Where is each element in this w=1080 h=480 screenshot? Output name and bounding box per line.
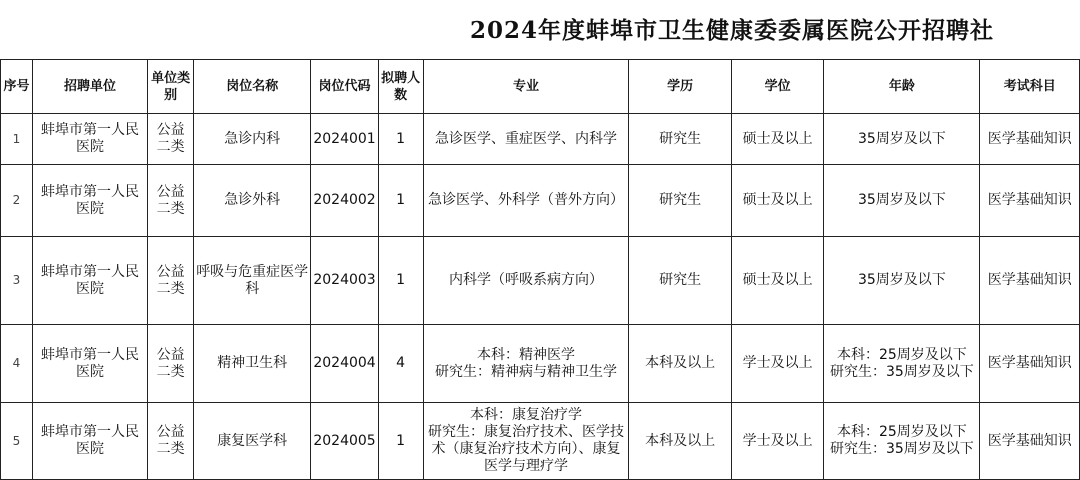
major-line: 本科：精神医学 (476, 346, 575, 363)
cell-unit: 蚌埠市第一人民医院 (32, 237, 147, 325)
cell-unit: 蚌埠市第一人民医院 (32, 114, 147, 165)
cell-count: 1 (378, 114, 423, 165)
cell-exam: 医学基础知识 (980, 325, 1080, 403)
page-title: 2024年度蚌埠市卫生健康委委属医院公开招聘社 (470, 17, 995, 44)
cell-code: 2024004 (311, 325, 378, 403)
table-row (1, 237, 1080, 325)
age-line: 本科：25周岁及以下 (836, 424, 967, 440)
cell-unit: 蚌埠市第一人民医院 (32, 325, 147, 403)
cell-major (423, 165, 629, 237)
cell-age (824, 237, 980, 325)
header-degree: 学位 (731, 60, 823, 114)
header-exam: 考试科目 (980, 60, 1080, 114)
recruitment-table (0, 59, 1080, 480)
cell-position: 精神卫生科 (194, 325, 311, 403)
cell-education: 研究生 (629, 165, 731, 237)
cell-code: 2024003 (311, 237, 378, 325)
table-row (1, 114, 1080, 165)
cell-exam: 医学基础知识 (980, 114, 1080, 165)
header-major: 专业 (423, 60, 629, 114)
cell-education: 研究生 (629, 237, 731, 325)
age-line: 35周岁及以下 (857, 130, 946, 147)
cell-unit: 蚌埠市第一人民医院 (32, 403, 147, 480)
cell-education: 本科及以上 (629, 403, 731, 480)
cell-degree: 学士及以上 (731, 403, 823, 480)
cell-category: 公益二类 (148, 114, 194, 165)
table-row (1, 403, 1080, 480)
major-line: 本科：康复治疗学 (469, 407, 582, 423)
header-position: 岗位名称 (194, 60, 311, 114)
cell-age (824, 114, 980, 165)
cell-seq: 1 (1, 114, 33, 165)
header-unit: 招聘单位 (32, 60, 147, 114)
cell-count: 1 (378, 165, 423, 237)
age-line: 本科：25周岁及以下 (836, 346, 967, 363)
age-line: 35周岁及以下 (857, 192, 946, 208)
cell-exam: 医学基础知识 (980, 403, 1080, 480)
cell-position: 急诊内科 (194, 114, 311, 165)
cell-exam: 医学基础知识 (980, 237, 1080, 325)
header-count: 拟聘人数 (378, 60, 423, 114)
cell-seq: 5 (1, 403, 33, 480)
cell-code: 2024002 (311, 165, 378, 237)
cell-code: 2024005 (311, 403, 378, 480)
header-seq: 序号 (1, 60, 33, 114)
header-education: 学历 (629, 60, 731, 114)
cell-count: 1 (378, 403, 423, 480)
cell-category: 公益二类 (148, 165, 194, 237)
cell-age (824, 403, 980, 480)
age-line: 研究生：35周岁及以下 (829, 441, 974, 457)
cell-age (824, 165, 980, 237)
cell-major (423, 237, 629, 325)
header-category: 单位类别 (148, 60, 194, 114)
cell-count: 4 (378, 325, 423, 403)
major-line: 急诊医学、重症医学、内科学 (434, 130, 617, 147)
header-row (1, 60, 1080, 114)
header-code: 岗位代码 (311, 60, 378, 114)
cell-education: 研究生 (629, 114, 731, 165)
cell-category: 公益二类 (148, 237, 194, 325)
cell-seq: 2 (1, 165, 33, 237)
table-row (1, 165, 1080, 237)
major-line: 内科学（呼吸系病方向） (448, 272, 603, 288)
cell-exam: 医学基础知识 (980, 165, 1080, 237)
cell-category: 公益二类 (148, 325, 194, 403)
cell-degree: 学士及以上 (731, 325, 823, 403)
cell-code: 2024001 (311, 114, 378, 165)
cell-seq: 3 (1, 237, 33, 325)
cell-education: 本科及以上 (629, 325, 731, 403)
title-bar (0, 0, 1080, 58)
cell-age (824, 325, 980, 403)
cell-major (423, 325, 629, 403)
cell-degree: 硕士及以上 (731, 237, 823, 325)
major-line: 研究生：精神病与精神卫生学 (434, 363, 617, 380)
cell-degree: 硕士及以上 (731, 165, 823, 237)
major-line: 急诊医学、外科学（普外方向） (427, 192, 624, 208)
age-line: 研究生：35周岁及以下 (829, 363, 974, 380)
cell-major (423, 114, 629, 165)
age-line: 35周岁及以下 (857, 272, 946, 288)
cell-position: 急诊外科 (194, 165, 311, 237)
major-line: 研究生：康复治疗技术、医学技术（康复治疗技术方向）、康复医学与理疗学 (427, 424, 624, 474)
cell-seq: 4 (1, 325, 33, 403)
cell-unit: 蚌埠市第一人民医院 (32, 165, 147, 237)
cell-position: 呼吸与危重症医学科 (194, 237, 311, 325)
cell-degree: 硕士及以上 (731, 114, 823, 165)
cell-category: 公益二类 (148, 403, 194, 480)
cell-major (423, 403, 629, 480)
table-row (1, 325, 1080, 403)
cell-position: 康复医学科 (194, 403, 311, 480)
header-age: 年龄 (824, 60, 980, 114)
cell-count: 1 (378, 237, 423, 325)
